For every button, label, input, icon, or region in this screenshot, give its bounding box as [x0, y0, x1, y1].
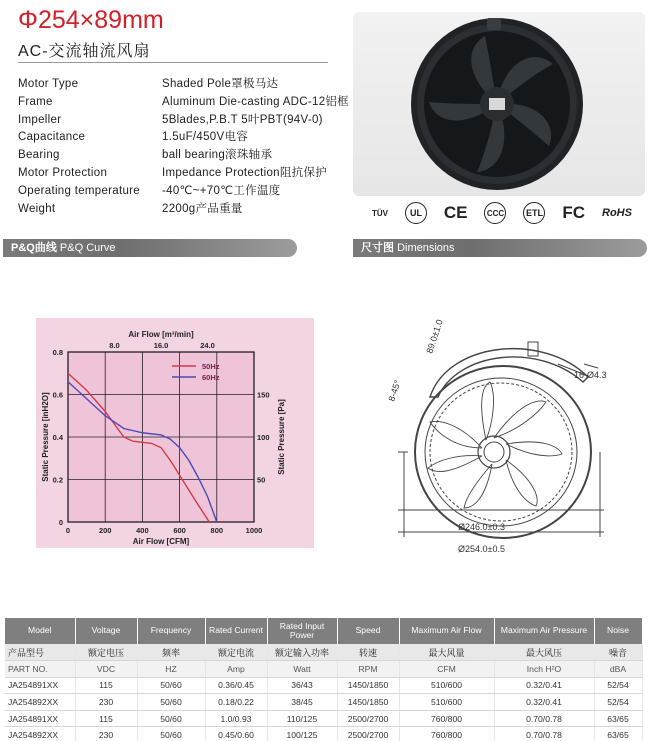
- legend-label: 60Hz: [202, 373, 220, 382]
- x-tick-label: 600: [173, 526, 186, 535]
- table-cell: 52/54: [594, 677, 642, 694]
- dim-section-en: Dimensions: [397, 242, 455, 254]
- table-cell: 最大风量: [399, 644, 494, 661]
- table-cell: 1.0/0.93: [205, 710, 267, 727]
- y-tick-label: 0.8: [52, 348, 63, 357]
- table-cell: 100/125: [267, 727, 337, 741]
- table-cell: 额定电流: [205, 644, 267, 661]
- table-cell: 36/43: [267, 677, 337, 694]
- spec-value: -40℃~+70℃工作温度: [162, 184, 281, 197]
- table-cell: JA254892XX: [5, 727, 75, 741]
- table-cell: 50/60: [137, 677, 205, 694]
- specification-table: [5, 618, 643, 741]
- dim-outer-diameter: Ø254.0±0.5: [458, 544, 505, 554]
- table-header-cell: Speed: [337, 618, 399, 644]
- table-cn-header-row: [5, 644, 642, 661]
- spec-row: [18, 94, 358, 112]
- cert-logo-rohs: RoHS: [602, 207, 632, 219]
- table-row: [5, 694, 642, 711]
- table-cell: CFM: [399, 661, 494, 678]
- table-cell: 0.18/0.22: [205, 694, 267, 711]
- spec-row: [18, 129, 358, 147]
- y-tick-label: 0.6: [52, 390, 63, 400]
- table-header-cell: Rated Current: [205, 618, 267, 644]
- dimension-drawing: [378, 302, 626, 562]
- spec-row: [18, 201, 358, 219]
- spec-value: 2200g产品重量: [162, 202, 243, 215]
- dim-holes: 16-Ø4.3: [574, 370, 607, 380]
- spec-value: 1.5uF/450V电容: [162, 131, 249, 144]
- table-header-cell: Voltage: [75, 618, 137, 644]
- y2-tick-label: 50: [257, 475, 266, 485]
- table-units-row: [5, 661, 642, 678]
- table-cell: 115: [75, 710, 137, 727]
- table-cell: 0.32/0.41: [494, 677, 594, 694]
- table-row: [5, 677, 642, 694]
- table-cell: Inch H²O: [494, 661, 594, 678]
- table-cell: 38/45: [267, 694, 337, 711]
- spec-value: Shaded Pole罩极马达: [162, 78, 279, 90]
- table-cell: 0.70/0.78: [494, 710, 594, 727]
- table-cell: 230: [75, 694, 137, 711]
- table-cell: 510/600: [399, 677, 494, 694]
- table-cell: 转速: [337, 644, 399, 661]
- pq-chart-svg: [36, 318, 314, 548]
- table-cell: 63/65: [594, 727, 642, 741]
- top-tick-label: 24.0: [200, 341, 215, 350]
- table-cell: 0.32/0.41: [494, 694, 594, 711]
- spec-value: Aluminum Die-casting ADC-12铝框: [162, 95, 350, 108]
- table-row: [5, 710, 642, 727]
- x-tick-label: 400: [136, 526, 149, 535]
- table-cell: 2500/2700: [337, 710, 399, 727]
- table-cell: 63/65: [594, 710, 642, 727]
- spec-label: Motor Type: [18, 78, 79, 90]
- table-cell: 1450/1850: [337, 677, 399, 694]
- subtitle-divider: [18, 62, 328, 63]
- table-cell: HZ: [137, 661, 205, 678]
- product-title: Φ254×89mm: [18, 6, 164, 34]
- table-body: [5, 644, 642, 741]
- table-cell: 额定输入功率: [267, 644, 337, 661]
- top-tick-label: 8.0: [109, 341, 120, 350]
- table-cell: 50/60: [137, 694, 205, 711]
- y-axis-label: Static Pressure [inH2O]: [41, 392, 50, 482]
- table-header-cell: Maximum Air Flow: [399, 618, 494, 644]
- table-cell: 噪音: [594, 644, 642, 661]
- table-cell: Amp: [205, 661, 267, 678]
- y-tick-label: 0: [58, 518, 63, 527]
- table-cell: 110/125: [267, 710, 337, 727]
- table-cell: 760/800: [399, 727, 494, 741]
- table-cell: dBA: [594, 661, 642, 678]
- table-cell: 230: [75, 727, 137, 741]
- table-header-row: [5, 618, 642, 644]
- y-tick-label: 0.4: [52, 433, 63, 442]
- cert-logo-ccc: CCC: [484, 202, 506, 224]
- dim-depth: 89.0±1.0: [424, 318, 445, 355]
- spec-label: Frame: [18, 95, 53, 108]
- table-header-cell: Model: [5, 618, 75, 644]
- product-subtitle: AC-交流轴流风扇: [18, 43, 151, 60]
- cert-logo-ce: CE: [443, 203, 468, 222]
- x-tick-label: 1000: [245, 526, 263, 535]
- table-cell: 50/60: [137, 710, 205, 727]
- spec-value: 5Blades,P.B.T 5叶PBT(94V-0): [162, 113, 323, 126]
- table-cell: 510/600: [399, 694, 494, 711]
- table-cell: RPM: [337, 661, 399, 678]
- table-cell: 1450/1850: [337, 694, 399, 711]
- x-axis-label: Air Flow [CFM]: [132, 537, 190, 546]
- spec-label: Weight: [18, 202, 56, 215]
- table-cell: 0.36/0.45: [205, 677, 267, 694]
- spec-row: [18, 147, 358, 165]
- pq-section-cn: P&Q曲线: [11, 242, 57, 254]
- top-tick-label: 16.0: [153, 341, 169, 350]
- spec-row: [18, 165, 358, 183]
- x-tick-label: 800: [210, 526, 224, 535]
- spec-list: [18, 76, 358, 218]
- y2-tick-label: 100: [257, 433, 270, 442]
- spec-row: [18, 183, 358, 201]
- table-header-cell: Rated Input Power: [267, 618, 337, 644]
- top-axis-label: Air Flow [m³/min]: [128, 330, 194, 339]
- cert-logo-fc: FC: [562, 203, 586, 222]
- spec-row: [18, 112, 358, 130]
- x-tick-label: 200: [98, 526, 112, 535]
- cert-logo-ul: UL: [405, 202, 427, 224]
- spec-value: ball bearing滚珠轴承: [162, 149, 273, 162]
- spec-label: Capacitance: [18, 131, 86, 144]
- spec-label: Operating temperature: [18, 184, 141, 197]
- table-cell: 频率: [137, 644, 205, 661]
- spec-label: Motor Protection: [18, 166, 108, 179]
- pq-chart: [36, 318, 314, 548]
- dimensions-section-bar: [353, 239, 647, 257]
- legend-label: 50Hz: [202, 362, 220, 371]
- y-tick-label: 0.2: [52, 475, 63, 485]
- cert-logo-tv: TÜV: [372, 208, 388, 218]
- table-row: [5, 727, 642, 741]
- pq-curve-section-bar: [3, 239, 297, 257]
- y2-axis-label: Static Pressure [Pa]: [277, 399, 286, 475]
- table-cell: PART NO.: [5, 661, 75, 678]
- x-tick-label: 0: [65, 526, 71, 535]
- table-cell: 115: [75, 677, 137, 694]
- table-cell: 额定电压: [75, 644, 137, 661]
- y2-tick-label: 150: [257, 390, 270, 400]
- table-cell: VDC: [75, 661, 137, 678]
- spec-label: Bearing: [18, 149, 60, 162]
- pq-section-en: P&Q Curve: [59, 242, 116, 254]
- dim-section-cn: 尺寸图: [361, 242, 394, 254]
- spec-value: Impedance Protection阻抗保护: [162, 166, 328, 179]
- table-header-cell: Frequency: [137, 618, 205, 644]
- table-cell: 50/60: [137, 727, 205, 741]
- table-cell: JA254891XX: [5, 710, 75, 727]
- table-header-cell: Noise: [594, 618, 642, 644]
- table-header-cell: Maximum Air Pressure: [494, 618, 594, 644]
- spec-label: Impeller: [18, 113, 62, 126]
- table-cell: JA254892XX: [5, 694, 75, 711]
- table-cell: 0.45/0.60: [205, 727, 267, 741]
- table-cell: 52/54: [594, 694, 642, 711]
- table-cell: JA254891XX: [5, 677, 75, 694]
- dim-inner-diameter: Ø246.0±0.3: [458, 522, 505, 532]
- table-cell: Watt: [267, 661, 337, 678]
- table-cell: 0.70/0.78: [494, 727, 594, 741]
- table-cell: 产品型号: [5, 644, 75, 661]
- dim-angle: 8-45°: [386, 378, 403, 403]
- table-cell: 760/800: [399, 710, 494, 727]
- certification-logos: [372, 200, 632, 226]
- spec-row: [18, 76, 358, 94]
- table-cell: 最大风压: [494, 644, 594, 661]
- table-cell: 2500/2700: [337, 727, 399, 741]
- cert-logo-etl: ETL: [523, 202, 545, 224]
- fan-photo: [353, 12, 645, 196]
